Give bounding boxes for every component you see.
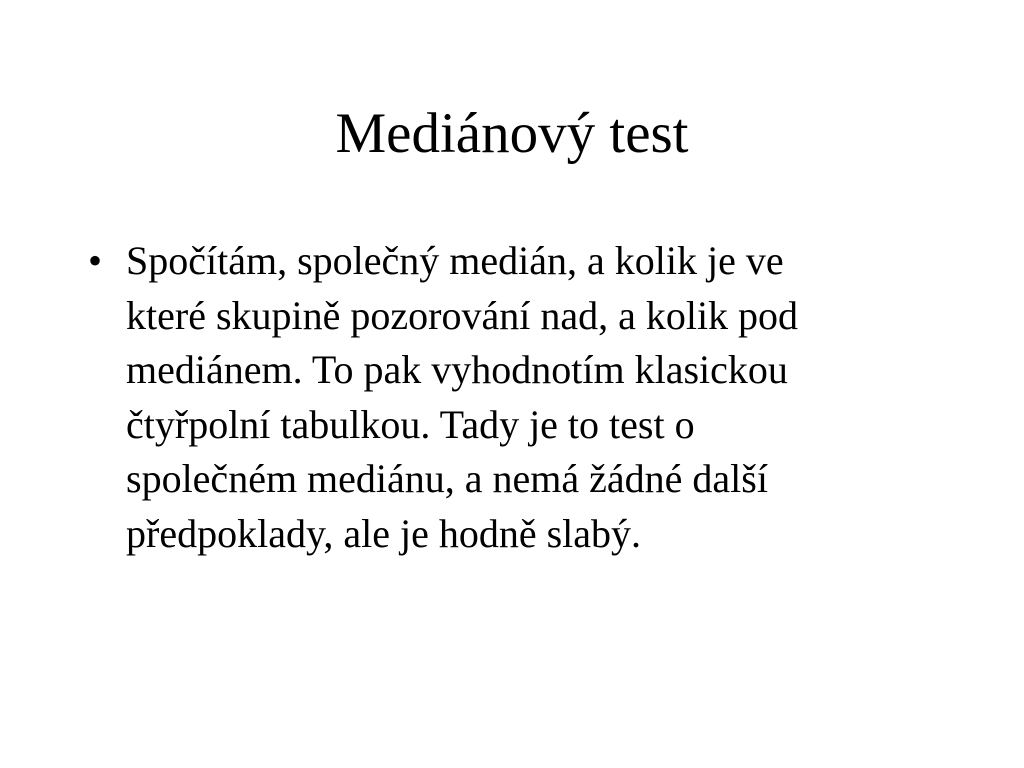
bullet-text-line: Spočítám, společný medián, a kolik je ve: [126, 238, 784, 283]
bullet-item: [0, 234, 1024, 561]
bullet-text-line: předpoklady, ale je hodně slabý.: [126, 510, 642, 556]
slide-title: Mediánový test: [335, 102, 689, 165]
bullet-text-line: které skupině pozorování nad, a kolik pod: [126, 292, 799, 338]
bullet-text-line: mediánem. To pak vyhodnotím klasickou: [126, 347, 788, 392]
bullet-list: [0, 234, 1024, 561]
bullet-text-line: společném mediánu, a nemá žádné další: [126, 456, 768, 501]
bullet-text-line: čtyřpolní tabulkou. Tady je to test o: [126, 401, 695, 447]
bullet-marker: •: [88, 238, 103, 283]
